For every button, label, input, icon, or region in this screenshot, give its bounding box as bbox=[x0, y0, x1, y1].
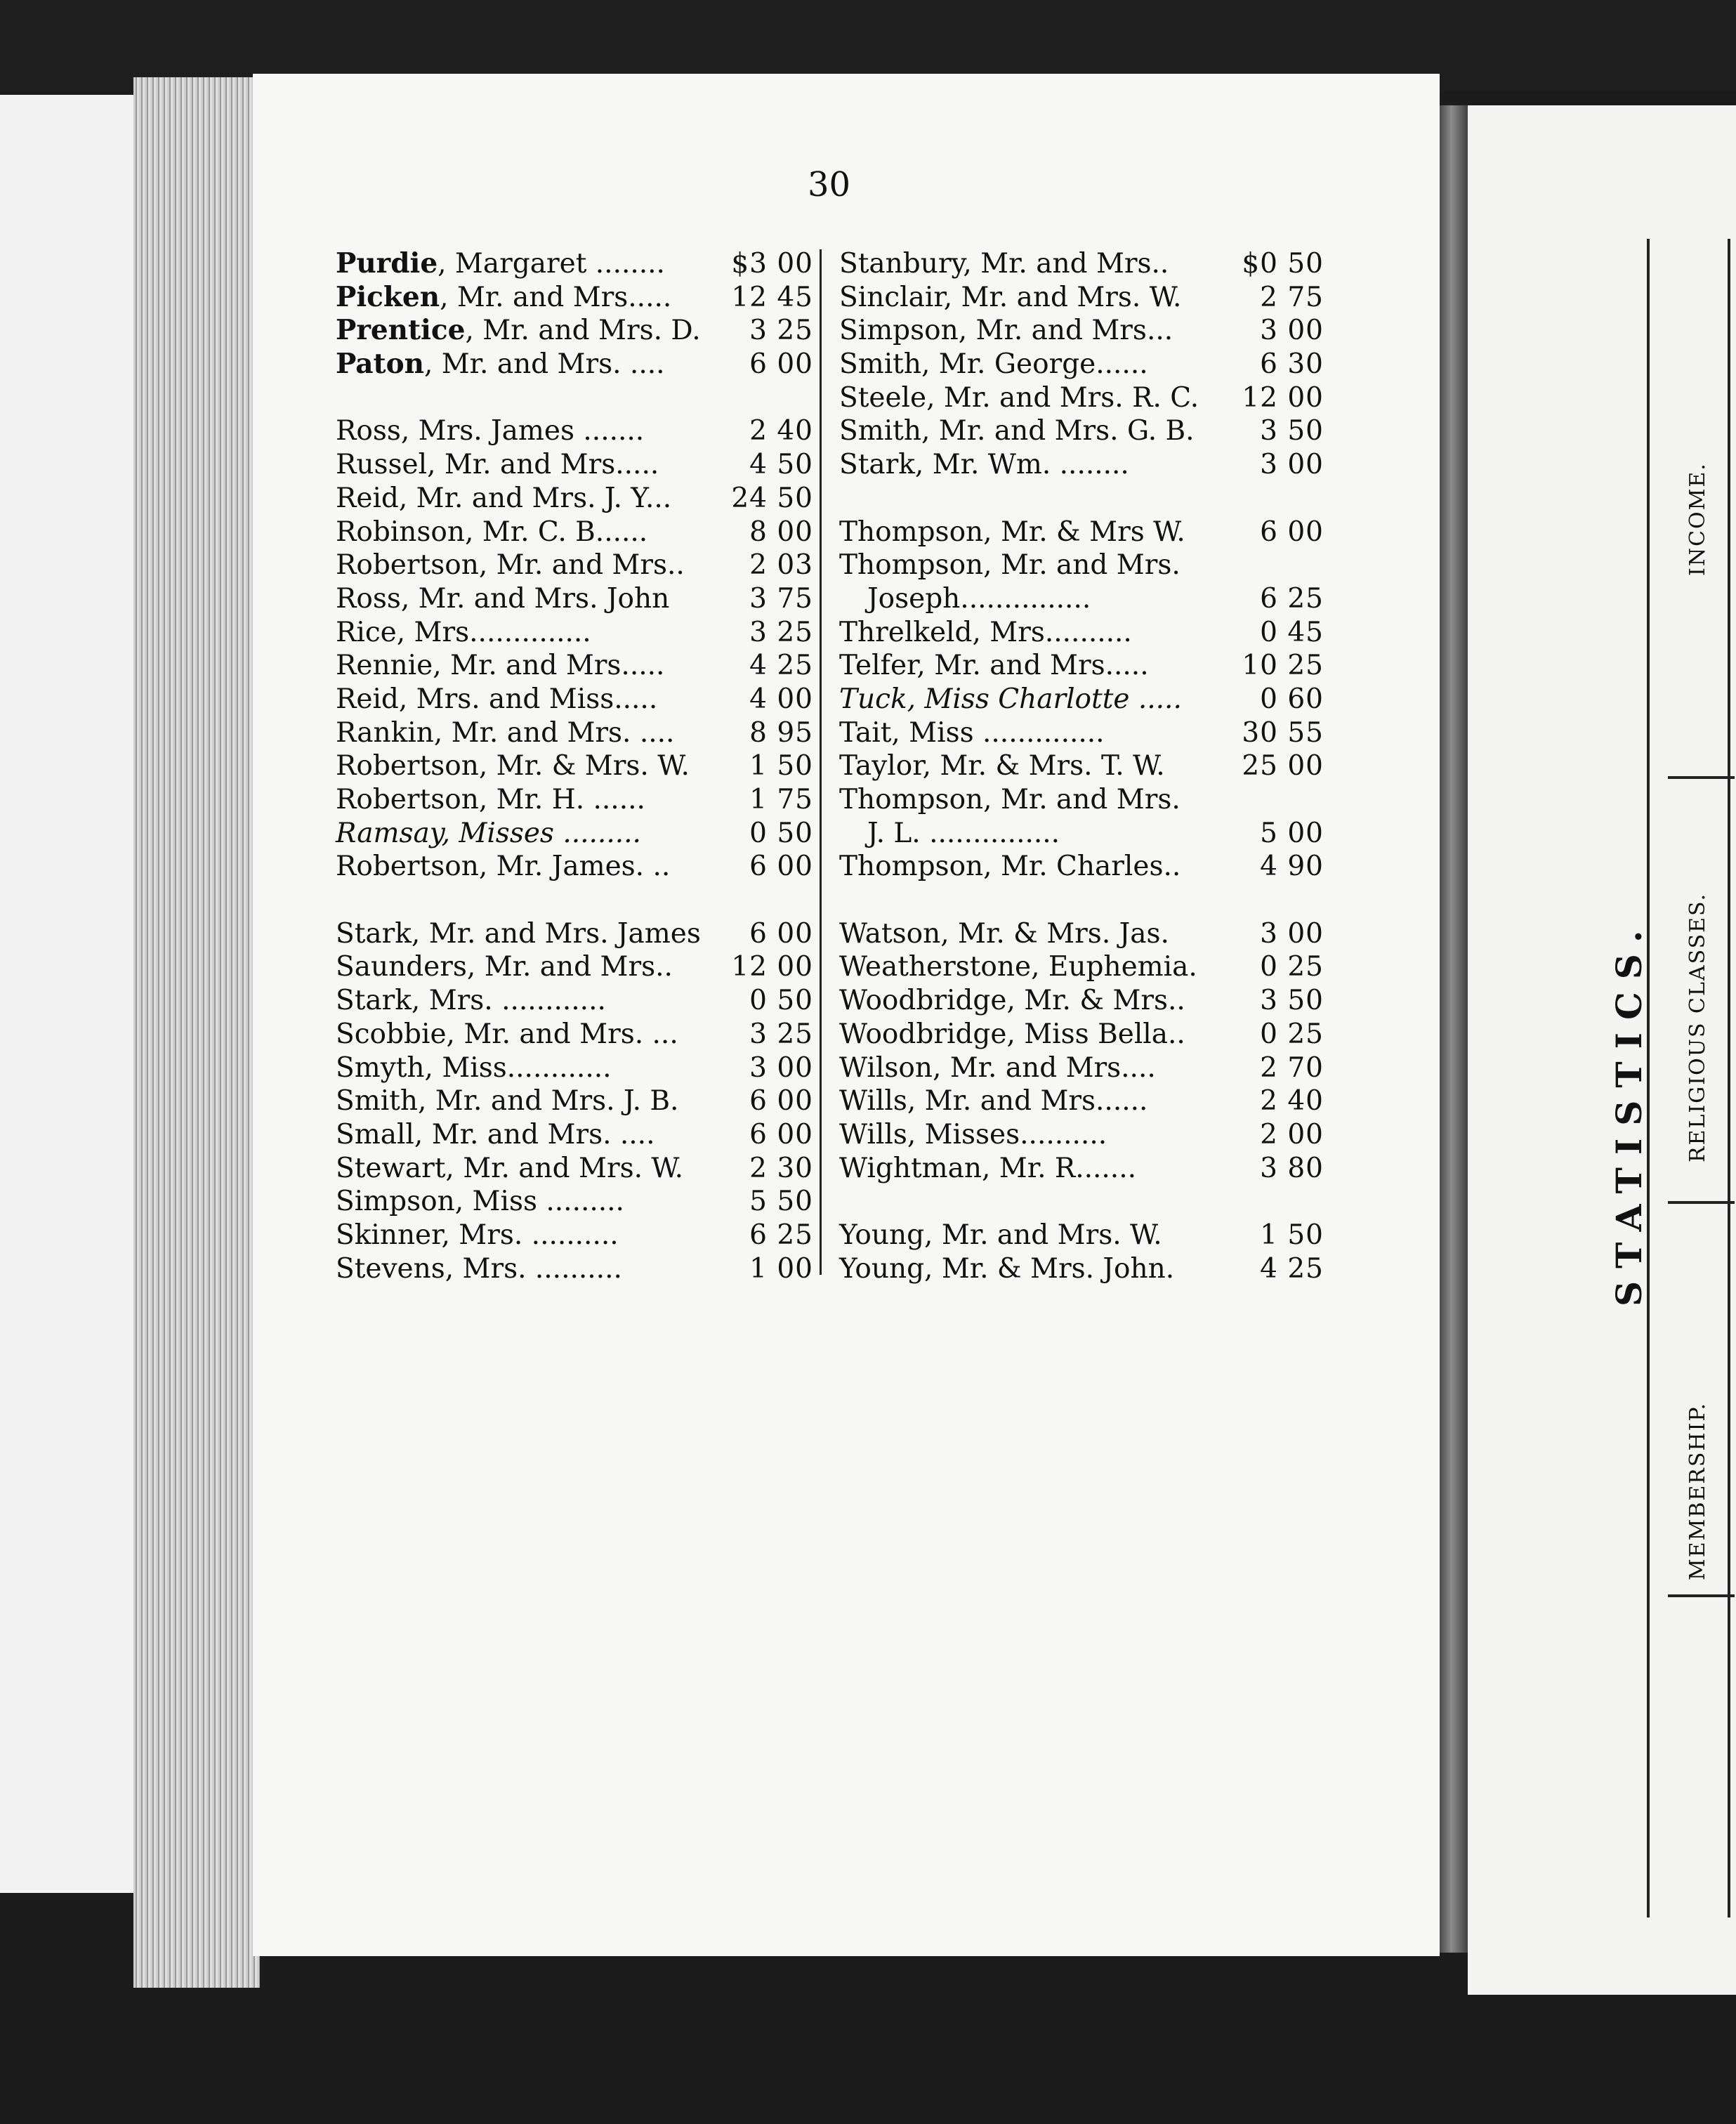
donation-amount: 6 00 bbox=[749, 1085, 813, 1117]
donation-amount: $0 50 bbox=[1242, 248, 1324, 280]
list-item bbox=[336, 1051, 813, 1085]
donation-amount: 6 25 bbox=[1260, 582, 1324, 615]
donation-amount: 8 95 bbox=[749, 716, 813, 749]
donor-name: Simpson, Miss ......... bbox=[336, 1186, 624, 1218]
donation-amount: 25 00 bbox=[1242, 750, 1324, 782]
donor-name: Woodbridge, Miss Bella.. bbox=[839, 1018, 1185, 1050]
donation-amount: 12 45 bbox=[731, 281, 813, 313]
donation-amount: 4 00 bbox=[749, 683, 813, 715]
donor-name: Joseph............... bbox=[867, 582, 1091, 615]
donor-name: Rennie, Mr. and Mrs..... bbox=[336, 650, 665, 682]
list-item bbox=[839, 716, 1324, 750]
list-item bbox=[839, 649, 1324, 683]
donor-name: Rice, Mrs.............. bbox=[336, 616, 591, 648]
list-item bbox=[336, 482, 813, 516]
list-item bbox=[839, 549, 1324, 582]
donation-amount: 5 50 bbox=[749, 1186, 813, 1218]
list-item bbox=[839, 348, 1324, 381]
donation-amount: 1 75 bbox=[749, 784, 813, 815]
donor-name bbox=[336, 247, 665, 281]
donor-name: Smith, Mr. George...... bbox=[839, 348, 1148, 381]
donation-amount: 6 00 bbox=[749, 348, 813, 381]
list-item bbox=[336, 414, 813, 448]
donation-amount: 2 70 bbox=[1260, 1051, 1324, 1084]
stats-section-rule bbox=[1668, 1201, 1735, 1204]
donation-amount: 3 00 bbox=[749, 1051, 813, 1084]
donation-amount: 2 75 bbox=[1260, 281, 1324, 313]
list-item bbox=[336, 950, 813, 984]
donor-name bbox=[336, 314, 701, 348]
donation-amount: 3 50 bbox=[1260, 985, 1324, 1017]
donation-amount: 4 25 bbox=[749, 650, 813, 682]
donor-name: Wilson, Mr. and Mrs.... bbox=[839, 1051, 1156, 1084]
donor-given-name: , Mr. and Mrs. D. bbox=[465, 315, 701, 347]
donor-given-name: , Mr. and Mrs..... bbox=[440, 281, 672, 313]
list-item bbox=[336, 850, 813, 884]
list-item bbox=[336, 1084, 813, 1118]
donor-name: Woodbridge, Mr. & Mrs.. bbox=[839, 985, 1185, 1017]
donor-name: Tait, Miss .............. bbox=[839, 716, 1105, 749]
donor-name: Ross, Mr. and Mrs. John bbox=[336, 582, 670, 615]
donation-amount: 2 30 bbox=[749, 1152, 813, 1184]
list-item bbox=[839, 414, 1324, 448]
donor-name: Wills, Mr. and Mrs...... bbox=[839, 1085, 1148, 1117]
donor-name: Stanbury, Mr. and Mrs.. bbox=[839, 248, 1169, 280]
list-item bbox=[839, 1051, 1324, 1085]
list-item bbox=[839, 1084, 1324, 1118]
donor-name: Stewart, Mr. and Mrs. W. bbox=[336, 1152, 684, 1184]
donor-name: Young, Mr. and Mrs. W. bbox=[839, 1219, 1162, 1251]
donor-name: Stark, Mr. and Mrs. James bbox=[336, 917, 701, 950]
donor-name: Thompson, Mr. and Mrs. bbox=[839, 549, 1181, 582]
donor-name: Wightman, Mr. R....... bbox=[839, 1152, 1137, 1184]
list-item bbox=[336, 649, 813, 683]
donor-name: J. L. ............... bbox=[867, 817, 1060, 849]
donor-name: Stark, Mrs. ............ bbox=[336, 985, 606, 1017]
donor-surname: Picken bbox=[336, 280, 440, 313]
donor-given-name: , Mr. and Mrs. .... bbox=[423, 348, 665, 381]
list-item bbox=[336, 582, 813, 616]
donation-amount: 5 00 bbox=[1260, 817, 1324, 849]
membership-label: MEMBERSHIP. bbox=[1685, 1401, 1710, 1580]
donor-name: Rankin, Mr. and Mrs. .... bbox=[336, 716, 675, 749]
list-item bbox=[839, 1252, 1324, 1286]
donation-amount: 6 00 bbox=[749, 917, 813, 950]
list-item bbox=[336, 549, 813, 582]
list-item bbox=[839, 917, 1324, 951]
donation-amount: 8 00 bbox=[749, 516, 813, 548]
list-gap bbox=[336, 884, 813, 917]
donor-given-name: , Margaret ........ bbox=[438, 248, 665, 280]
donor-name: Smyth, Miss............ bbox=[336, 1051, 612, 1084]
list-item bbox=[336, 716, 813, 750]
list-item bbox=[336, 616, 813, 650]
list-item bbox=[336, 984, 813, 1018]
donation-amount: 1 50 bbox=[1260, 1219, 1324, 1251]
donation-amount: 6 00 bbox=[749, 851, 813, 883]
donation-amount: 0 25 bbox=[1260, 1018, 1324, 1050]
donor-name: Small, Mr. and Mrs. .... bbox=[336, 1118, 655, 1150]
donation-amount: 12 00 bbox=[731, 951, 813, 983]
donor-name: Robertson, Mr. James. .. bbox=[336, 851, 671, 883]
list-item bbox=[839, 381, 1324, 415]
list-item bbox=[336, 1252, 813, 1286]
donation-amount: 2 40 bbox=[749, 415, 813, 447]
list-item bbox=[839, 247, 1324, 281]
list-item bbox=[839, 783, 1324, 817]
list-item bbox=[336, 516, 813, 549]
donation-amount: 6 00 bbox=[749, 1118, 813, 1150]
donation-amount: 6 30 bbox=[1260, 348, 1324, 381]
list-item bbox=[839, 817, 1324, 851]
donation-amount: 4 25 bbox=[1260, 1252, 1324, 1285]
page-number: 30 bbox=[808, 165, 851, 204]
donor-name: Skinner, Mrs. .......... bbox=[336, 1219, 619, 1251]
donor-name: Robertson, Mr. H. ...... bbox=[336, 784, 645, 815]
income-label: INCOME. bbox=[1685, 462, 1710, 576]
list-item bbox=[336, 749, 813, 783]
donation-amount: 0 45 bbox=[1260, 616, 1324, 648]
donation-amount: 12 00 bbox=[1242, 381, 1324, 414]
list-gap bbox=[336, 381, 813, 415]
donation-amount: 10 25 bbox=[1242, 650, 1324, 682]
donor-name: Thompson, Mr. Charles.. bbox=[839, 851, 1181, 883]
list-item bbox=[839, 582, 1324, 616]
list-gap bbox=[839, 1185, 1324, 1219]
donor-name: Scobbie, Mr. and Mrs. ... bbox=[336, 1018, 678, 1050]
donation-amount: 3 00 bbox=[1260, 449, 1324, 481]
donor-name bbox=[336, 817, 641, 851]
donation-amount: 4 90 bbox=[1260, 851, 1324, 883]
donation-amount: 1 50 bbox=[749, 750, 813, 782]
donor-name: Thompson, Mr. & Mrs W. bbox=[839, 516, 1185, 548]
statistics-title: STATISTICS. bbox=[1608, 917, 1650, 1306]
donor-name: Robertson, Mr. and Mrs.. bbox=[336, 549, 685, 582]
donation-amount: 3 25 bbox=[749, 315, 813, 347]
list-item bbox=[839, 749, 1324, 783]
list-item bbox=[839, 448, 1324, 482]
donor-name: Ross, Mrs. James ....... bbox=[336, 415, 645, 447]
donor-name bbox=[336, 281, 671, 315]
donor-name: Smith, Mr. and Mrs. J. B. bbox=[336, 1085, 679, 1117]
list-item bbox=[839, 516, 1324, 549]
list-item bbox=[336, 783, 813, 817]
donation-amount: 3 25 bbox=[749, 1018, 813, 1050]
list-item bbox=[336, 448, 813, 482]
donor-name-italic: Ramsay, Misses ......... bbox=[336, 817, 641, 849]
list-item bbox=[839, 1219, 1324, 1252]
donor-name: Thompson, Mr. and Mrs. bbox=[839, 784, 1181, 815]
donation-amount: 4 50 bbox=[749, 449, 813, 481]
donation-amount: 2 40 bbox=[1260, 1085, 1324, 1117]
list-item bbox=[839, 1152, 1324, 1186]
donor-name: Wills, Misses.......... bbox=[839, 1118, 1107, 1150]
donor-name: Simpson, Mr. and Mrs... bbox=[839, 315, 1173, 347]
donation-amount: 24 50 bbox=[731, 482, 813, 514]
religious-classes-label: RELIGIOUS CLASSES. bbox=[1685, 892, 1710, 1162]
donation-amount: 0 50 bbox=[749, 985, 813, 1017]
donor-name: Robinson, Mr. C. B...... bbox=[336, 516, 648, 548]
donation-amount: 6 00 bbox=[1260, 516, 1324, 548]
donor-name: Stark, Mr. Wm. ........ bbox=[839, 449, 1129, 481]
donation-amount: 3 80 bbox=[1260, 1152, 1324, 1184]
donation-amount: 0 60 bbox=[1260, 683, 1324, 715]
list-item bbox=[336, 683, 813, 716]
list-item bbox=[336, 1185, 813, 1219]
list-item bbox=[839, 1118, 1324, 1152]
list-item bbox=[336, 917, 813, 951]
donor-surname: Purdie bbox=[336, 247, 438, 280]
donor-name: Steele, Mr. and Mrs. R. C. bbox=[839, 381, 1199, 414]
donation-amount: 3 00 bbox=[1260, 315, 1324, 347]
donor-name: Robertson, Mr. & Mrs. W. bbox=[336, 750, 690, 782]
list-item bbox=[336, 1152, 813, 1186]
donor-name bbox=[839, 683, 1182, 716]
list-item bbox=[336, 348, 813, 381]
donor-name: Saunders, Mr. and Mrs.. bbox=[336, 951, 673, 983]
donor-name: Telfer, Mr. and Mrs..... bbox=[839, 650, 1149, 682]
list-item bbox=[839, 314, 1324, 348]
stats-section-rule bbox=[1668, 1594, 1735, 1597]
column-divider bbox=[820, 249, 822, 1275]
list-item bbox=[336, 1219, 813, 1252]
donor-name: Weatherstone, Euphemia. bbox=[839, 951, 1197, 983]
donation-amount: 3 75 bbox=[749, 582, 813, 615]
right-column-list bbox=[839, 247, 1324, 1285]
list-gap bbox=[839, 884, 1324, 917]
donation-amount: $3 00 bbox=[731, 248, 813, 280]
list-item bbox=[839, 850, 1324, 884]
donation-amount: 3 25 bbox=[749, 616, 813, 648]
donor-name: Reid, Mrs. and Miss..... bbox=[336, 683, 658, 715]
list-item bbox=[839, 683, 1324, 716]
donation-amount: 3 50 bbox=[1260, 415, 1324, 447]
donor-surname: Prentice bbox=[336, 314, 466, 347]
donor-name-italic: Tuck, Miss Charlotte ..... bbox=[839, 683, 1182, 715]
list-item bbox=[336, 1018, 813, 1051]
donation-amount: 3 00 bbox=[1260, 917, 1324, 950]
donation-amount: 1 00 bbox=[749, 1252, 813, 1285]
list-item bbox=[336, 281, 813, 315]
donor-surname: Paton bbox=[336, 348, 424, 381]
stats-rule-right bbox=[1728, 239, 1730, 1917]
donation-amount: 0 50 bbox=[749, 817, 813, 849]
list-item bbox=[336, 817, 813, 851]
list-item bbox=[839, 1018, 1324, 1051]
donor-name: Reid, Mr. and Mrs. J. Y... bbox=[336, 482, 672, 514]
list-item bbox=[839, 616, 1324, 650]
donor-name: Taylor, Mr. & Mrs. T. W. bbox=[839, 750, 1165, 782]
donation-amount: 30 55 bbox=[1242, 716, 1324, 749]
donor-name: Sinclair, Mr. and Mrs. W. bbox=[839, 281, 1182, 313]
donor-name: Young, Mr. & Mrs. John. bbox=[839, 1252, 1175, 1285]
list-item bbox=[839, 984, 1324, 1018]
donor-name: Watson, Mr. & Mrs. Jas. bbox=[839, 917, 1169, 950]
list-item bbox=[336, 314, 813, 348]
gutter-shadow bbox=[1440, 105, 1469, 1953]
donor-name bbox=[336, 348, 665, 381]
stats-section-rule bbox=[1668, 776, 1735, 779]
donor-name: Threlkeld, Mrs.......... bbox=[839, 616, 1132, 648]
list-item bbox=[839, 281, 1324, 315]
list-item bbox=[336, 247, 813, 281]
donation-amount: 6 25 bbox=[749, 1219, 813, 1251]
left-column-list bbox=[336, 247, 813, 1285]
donor-name: Russel, Mr. and Mrs..... bbox=[336, 449, 659, 481]
list-gap bbox=[839, 482, 1324, 516]
donation-amount: 0 25 bbox=[1260, 951, 1324, 983]
list-item bbox=[839, 950, 1324, 984]
donor-name: Stevens, Mrs. .......... bbox=[336, 1252, 622, 1285]
donation-amount: 2 00 bbox=[1260, 1118, 1324, 1150]
donation-amount: 2 03 bbox=[749, 549, 813, 582]
donor-name: Smith, Mr. and Mrs. G. B. bbox=[839, 415, 1195, 447]
page-stack-edge bbox=[133, 77, 260, 1988]
list-item bbox=[336, 1118, 813, 1152]
